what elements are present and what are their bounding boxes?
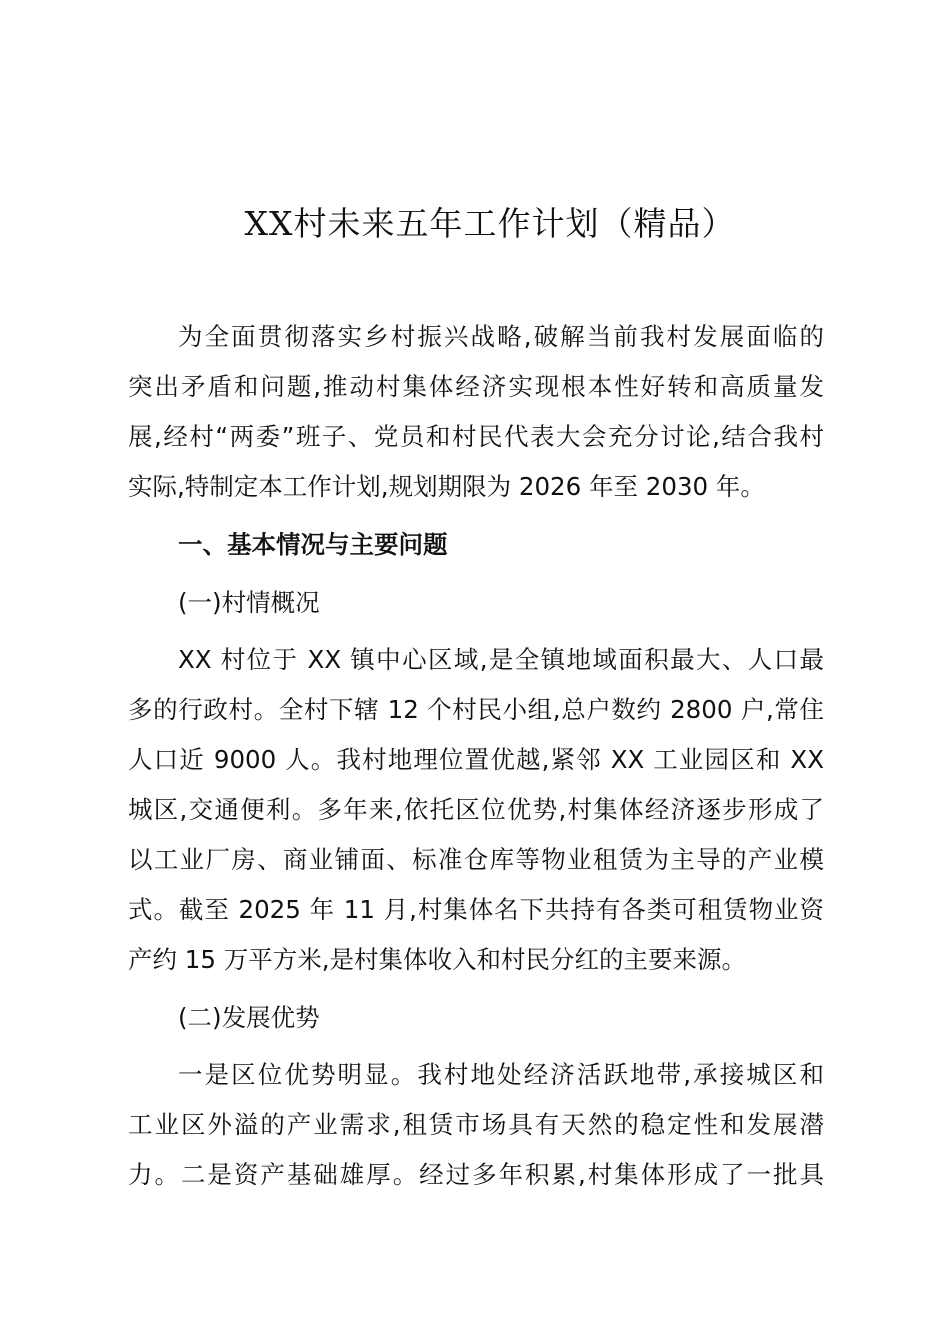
intro-line: 突出矛盾和问题,推动村集体经济实现根本性好转和高质量发 xyxy=(128,372,824,401)
paragraph-line: 多的行政村。全村下辖 12 个村民小组,总户数约 2800 户,常住 xyxy=(128,695,824,724)
paragraph-line: 力。二是资产基础雄厚。经过多年积累,村集体形成了一批具 xyxy=(128,1160,824,1189)
paragraph-line: 产约 15 万平方米,是村集体收入和村民分红的主要来源。 xyxy=(128,945,747,974)
paragraph-line: 式。截至 2025 年 11 月,村集体名下共持有各类可租赁物业资 xyxy=(128,895,824,924)
paragraph-line: 工业区外溢的产业需求,租赁市场具有天然的稳定性和发展潜 xyxy=(128,1110,824,1139)
document-title: XX村未来五年工作计划（精品） xyxy=(244,204,736,243)
paragraph-line: 城区,交通便利。多年来,依托区位优势,村集体经济逐步形成了 xyxy=(128,795,824,824)
subsection-heading: (一)村情概况 xyxy=(178,588,320,617)
paragraph-line: XX 村位于 XX 镇中心区域,是全镇地域面积最大、人口最 xyxy=(178,645,824,674)
paragraph-line: 人口近 9000 人。我村地理位置优越,紧邻 XX 工业园区和 XX xyxy=(128,745,824,774)
paragraph-line: 以工业厂房、商业铺面、标准仓库等物业租赁为主导的产业模 xyxy=(128,845,824,874)
intro-line: 展,经村“两委”班子、党员和村民代表大会充分讨论,结合我村 xyxy=(128,422,824,451)
intro-line: 为全面贯彻落实乡村振兴战略,破解当前我村发展面临的 xyxy=(178,322,824,351)
intro-line: 实际,特制定本工作计划,规划期限为 2026 年至 2030 年。 xyxy=(128,472,765,501)
section-heading: 一、基本情况与主要问题 xyxy=(178,530,448,559)
subsection-heading: (二)发展优势 xyxy=(178,1003,320,1032)
paragraph-line: 一是区位优势明显。我村地处经济活跃地带,承接城区和 xyxy=(178,1060,824,1089)
